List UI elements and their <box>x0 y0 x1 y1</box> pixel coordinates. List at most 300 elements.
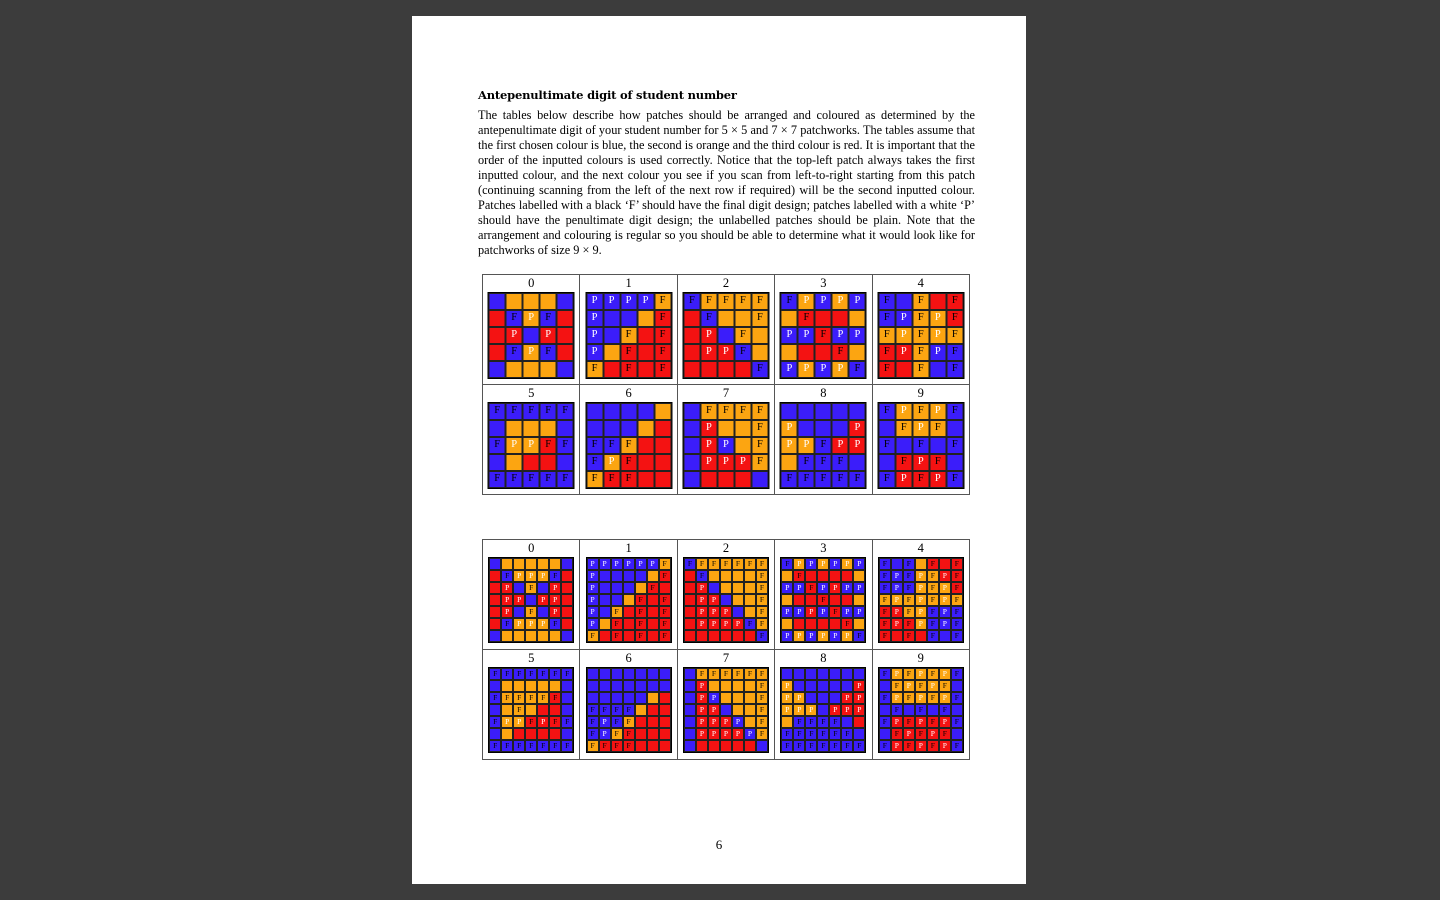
patch: F <box>815 454 832 471</box>
patch <box>599 692 611 704</box>
patch: P <box>815 361 832 378</box>
patch <box>756 740 768 752</box>
patch: F <box>798 454 815 471</box>
patch <box>849 454 866 471</box>
patch: F <box>946 310 963 327</box>
patch: F <box>489 716 501 728</box>
patch <box>603 361 620 378</box>
patch: P <box>717 344 734 361</box>
patch: P <box>891 570 903 582</box>
patch <box>853 570 865 582</box>
patchwork-cell-7 <box>677 385 774 495</box>
patch: F <box>732 668 744 680</box>
patch: F <box>489 668 501 680</box>
patch: P <box>586 327 603 344</box>
patch: P <box>708 704 720 716</box>
patch <box>623 668 635 680</box>
patch <box>915 630 927 642</box>
patch: P <box>793 606 805 618</box>
patch: F <box>912 293 929 310</box>
patch: F <box>751 293 768 310</box>
patch <box>557 344 574 361</box>
patch <box>732 740 744 752</box>
patch <box>817 618 829 630</box>
patch: F <box>915 704 927 716</box>
patch: F <box>849 361 866 378</box>
patch: P <box>829 630 841 642</box>
patch <box>489 680 501 692</box>
patch: P <box>891 740 903 752</box>
patch: F <box>927 558 939 570</box>
patch <box>506 293 523 310</box>
patchwork-digit-label: 1 <box>625 541 632 555</box>
patch: F <box>879 716 891 728</box>
patch <box>849 344 866 361</box>
patch: P <box>849 293 866 310</box>
patch <box>525 630 537 642</box>
patch <box>637 361 654 378</box>
patch: P <box>523 344 540 361</box>
patch: F <box>557 403 574 420</box>
patch: F <box>815 471 832 488</box>
patchwork-cell-1 <box>580 540 677 650</box>
patchwork-cell-5 <box>483 385 580 495</box>
patch: F <box>647 582 659 594</box>
patch: F <box>513 740 525 752</box>
patch: P <box>700 437 717 454</box>
patch <box>734 420 751 437</box>
patch <box>717 310 734 327</box>
patch: F <box>700 293 717 310</box>
patchwork-grid <box>878 667 964 753</box>
patch: F <box>523 403 540 420</box>
patch <box>879 704 891 716</box>
patch: P <box>620 293 637 310</box>
patch: P <box>832 437 849 454</box>
patch: F <box>927 716 939 728</box>
patch <box>684 680 696 692</box>
patchwork-grid <box>780 557 866 643</box>
patchwork-cell-8 <box>775 650 872 760</box>
patch: P <box>829 704 841 716</box>
patch: F <box>939 728 951 740</box>
patchwork-grid <box>585 292 672 379</box>
patch: P <box>915 668 927 680</box>
patch: P <box>587 558 599 570</box>
patch: F <box>805 716 817 728</box>
patch <box>951 704 963 716</box>
patch <box>732 582 744 594</box>
patch: F <box>951 668 963 680</box>
patch <box>798 344 815 361</box>
patch: F <box>903 716 915 728</box>
patch: F <box>611 716 623 728</box>
patch <box>781 310 798 327</box>
patch: F <box>805 582 817 594</box>
patchwork-digit-label: 3 <box>820 276 827 290</box>
patch: P <box>915 740 927 752</box>
patch: F <box>817 728 829 740</box>
patch: P <box>841 582 853 594</box>
patchwork-grid <box>488 557 574 643</box>
patch <box>744 594 756 606</box>
patch <box>805 692 817 704</box>
patch <box>744 570 756 582</box>
patch <box>489 327 506 344</box>
patch: P <box>849 437 866 454</box>
patch <box>781 344 798 361</box>
patch <box>561 582 573 594</box>
patch <box>489 344 506 361</box>
patch: P <box>501 716 513 728</box>
patch <box>561 558 573 570</box>
patch: P <box>895 344 912 361</box>
patch <box>717 420 734 437</box>
patch <box>659 728 671 740</box>
patch <box>647 618 659 630</box>
patch: P <box>523 437 540 454</box>
patch <box>561 704 573 716</box>
patch <box>513 680 525 692</box>
patch <box>732 570 744 582</box>
patch: P <box>720 606 732 618</box>
patch <box>720 704 732 716</box>
patch: P <box>696 704 708 716</box>
patch <box>832 310 849 327</box>
patch <box>751 471 768 488</box>
patch <box>732 606 744 618</box>
patch: P <box>829 558 841 570</box>
patch <box>561 618 573 630</box>
patch: P <box>587 582 599 594</box>
patch: F <box>878 437 895 454</box>
patch: F <box>751 454 768 471</box>
patch: F <box>891 728 903 740</box>
patch <box>744 582 756 594</box>
patch: F <box>879 582 891 594</box>
patch <box>587 680 599 692</box>
patch <box>700 471 717 488</box>
patch <box>513 728 525 740</box>
patch: F <box>878 361 895 378</box>
patch <box>647 680 659 692</box>
patch: P <box>720 618 732 630</box>
patch: P <box>708 692 720 704</box>
patch <box>489 728 501 740</box>
patch <box>549 704 561 716</box>
patch <box>684 618 696 630</box>
patch: P <box>939 692 951 704</box>
patch <box>635 570 647 582</box>
patch <box>946 420 963 437</box>
patch: F <box>895 420 912 437</box>
patch <box>841 668 853 680</box>
patch <box>744 716 756 728</box>
patch <box>853 618 865 630</box>
patch: P <box>603 454 620 471</box>
patch <box>637 310 654 327</box>
patch: P <box>720 728 732 740</box>
patch: F <box>903 740 915 752</box>
patch <box>659 582 671 594</box>
patch: P <box>513 716 525 728</box>
patch <box>513 558 525 570</box>
patch: P <box>793 558 805 570</box>
patch: P <box>513 570 525 582</box>
patch <box>623 630 635 642</box>
patch <box>587 692 599 704</box>
patch: F <box>927 606 939 618</box>
patch <box>489 454 506 471</box>
patch: F <box>878 344 895 361</box>
patch: P <box>798 293 815 310</box>
patch <box>557 327 574 344</box>
patch: F <box>525 740 537 752</box>
patchwork-table-5x5 <box>482 274 970 495</box>
patch: P <box>853 558 865 570</box>
patch <box>501 728 513 740</box>
patch <box>708 680 720 692</box>
patch <box>623 594 635 606</box>
patchwork-table-7x7 <box>482 539 970 760</box>
section-heading: Antepenultimate digit of student number <box>478 88 737 102</box>
patch <box>611 594 623 606</box>
patch: P <box>586 344 603 361</box>
patch: P <box>912 454 929 471</box>
patch: F <box>751 420 768 437</box>
patch <box>647 594 659 606</box>
patch: F <box>696 570 708 582</box>
patch <box>781 618 793 630</box>
patch: P <box>832 361 849 378</box>
patch: F <box>849 471 866 488</box>
patch: P <box>891 606 903 618</box>
patch: F <box>781 293 798 310</box>
patch: F <box>817 740 829 752</box>
patch <box>732 692 744 704</box>
patch: F <box>903 570 915 582</box>
patch: F <box>611 618 623 630</box>
patch <box>815 420 832 437</box>
patch: P <box>720 716 732 728</box>
patch <box>684 630 696 642</box>
patch <box>793 668 805 680</box>
patch: P <box>501 606 513 618</box>
patch <box>647 570 659 582</box>
patch: P <box>841 558 853 570</box>
patch <box>734 471 751 488</box>
patch: F <box>817 594 829 606</box>
patch: F <box>879 740 891 752</box>
patch: F <box>912 344 929 361</box>
patch: P <box>696 618 708 630</box>
document-page <box>412 16 1026 884</box>
patch: P <box>708 594 720 606</box>
patch: F <box>781 740 793 752</box>
patch: P <box>603 293 620 310</box>
patch: F <box>501 740 513 752</box>
patch <box>744 680 756 692</box>
patch: F <box>611 704 623 716</box>
patch: F <box>903 692 915 704</box>
patch: F <box>756 728 768 740</box>
patch <box>946 454 963 471</box>
patch: P <box>915 692 927 704</box>
patch <box>620 310 637 327</box>
patch <box>635 704 647 716</box>
patch: F <box>684 558 696 570</box>
patch <box>525 704 537 716</box>
patchwork-digit-label: 2 <box>722 541 730 555</box>
patchwork-grid <box>877 292 964 379</box>
patch <box>635 680 647 692</box>
patch <box>732 680 744 692</box>
patchwork-grid <box>780 292 867 379</box>
patchwork-digit-label: 9 <box>917 651 924 665</box>
patch <box>793 618 805 630</box>
patch: F <box>708 558 720 570</box>
patch <box>647 606 659 618</box>
patch: F <box>683 293 700 310</box>
patchwork-cell-3 <box>775 540 872 650</box>
patch: P <box>939 606 951 618</box>
patch <box>537 606 549 618</box>
patch: F <box>654 310 671 327</box>
patch <box>734 437 751 454</box>
patch <box>611 570 623 582</box>
patch: F <box>793 570 805 582</box>
patch <box>805 618 817 630</box>
patchwork-digit-label: 2 <box>722 276 730 290</box>
patch: F <box>654 327 671 344</box>
patch: F <box>620 437 637 454</box>
patch <box>599 570 611 582</box>
patchwork-grid <box>488 292 575 379</box>
patch: P <box>798 327 815 344</box>
patch <box>744 606 756 618</box>
patch: P <box>817 630 829 642</box>
patch: F <box>853 740 865 752</box>
patch <box>557 293 574 310</box>
patch <box>489 704 501 716</box>
patch <box>654 437 671 454</box>
patch: P <box>717 454 734 471</box>
patch <box>829 594 841 606</box>
patch: P <box>915 594 927 606</box>
patch <box>829 618 841 630</box>
patch <box>829 692 841 704</box>
patch: F <box>549 570 561 582</box>
patch <box>635 740 647 752</box>
patch: P <box>805 558 817 570</box>
patch <box>683 327 700 344</box>
patch <box>561 728 573 740</box>
patch: F <box>696 558 708 570</box>
patch <box>611 582 623 594</box>
patch <box>647 740 659 752</box>
patch <box>489 582 501 594</box>
patch <box>939 558 951 570</box>
patch: F <box>951 582 963 594</box>
patch: F <box>879 570 891 582</box>
patch <box>683 361 700 378</box>
patch: F <box>903 606 915 618</box>
patch <box>637 403 654 420</box>
patch <box>599 618 611 630</box>
patch <box>611 668 623 680</box>
patch: P <box>599 728 611 740</box>
patch: F <box>903 630 915 642</box>
patch: F <box>537 692 549 704</box>
patch: F <box>620 344 637 361</box>
patchwork-cell-1 <box>580 275 677 385</box>
patch: P <box>623 558 635 570</box>
patch <box>720 680 732 692</box>
patch <box>684 606 696 618</box>
patch: F <box>891 704 903 716</box>
patch: F <box>501 618 513 630</box>
patchwork-grid <box>682 292 769 379</box>
patch <box>717 471 734 488</box>
patch: F <box>734 403 751 420</box>
patch <box>817 680 829 692</box>
patch: F <box>903 618 915 630</box>
patchwork-cell-4 <box>872 540 969 650</box>
patch: P <box>793 582 805 594</box>
patch <box>647 704 659 716</box>
patch <box>599 594 611 606</box>
patch <box>501 704 513 716</box>
patch <box>684 704 696 716</box>
patch: P <box>781 630 793 642</box>
patch: F <box>549 740 561 752</box>
patch: P <box>829 582 841 594</box>
patch <box>637 454 654 471</box>
patch: F <box>841 740 853 752</box>
patchwork-grid <box>877 402 964 489</box>
patch: F <box>549 716 561 728</box>
patch: F <box>700 310 717 327</box>
patch: F <box>829 606 841 618</box>
patch <box>623 692 635 704</box>
patch: F <box>720 668 732 680</box>
patch: P <box>927 728 939 740</box>
patch: F <box>549 692 561 704</box>
patch <box>501 630 513 642</box>
patch: F <box>756 692 768 704</box>
patch: P <box>939 740 951 752</box>
patch <box>895 293 912 310</box>
patch: P <box>912 420 929 437</box>
patch <box>683 344 700 361</box>
patchwork-digit-label: 4 <box>917 541 924 555</box>
patch <box>637 344 654 361</box>
patchwork-grid <box>780 402 867 489</box>
patch: F <box>946 471 963 488</box>
patchwork-digit-label: 9 <box>917 386 924 400</box>
patch: F <box>561 668 573 680</box>
patch <box>557 310 574 327</box>
patch <box>817 668 829 680</box>
patch: F <box>525 606 537 618</box>
patch <box>623 618 635 630</box>
patch: P <box>841 692 853 704</box>
patch <box>720 594 732 606</box>
patch <box>895 437 912 454</box>
patch <box>696 630 708 642</box>
patch <box>891 630 903 642</box>
patch: F <box>927 582 939 594</box>
